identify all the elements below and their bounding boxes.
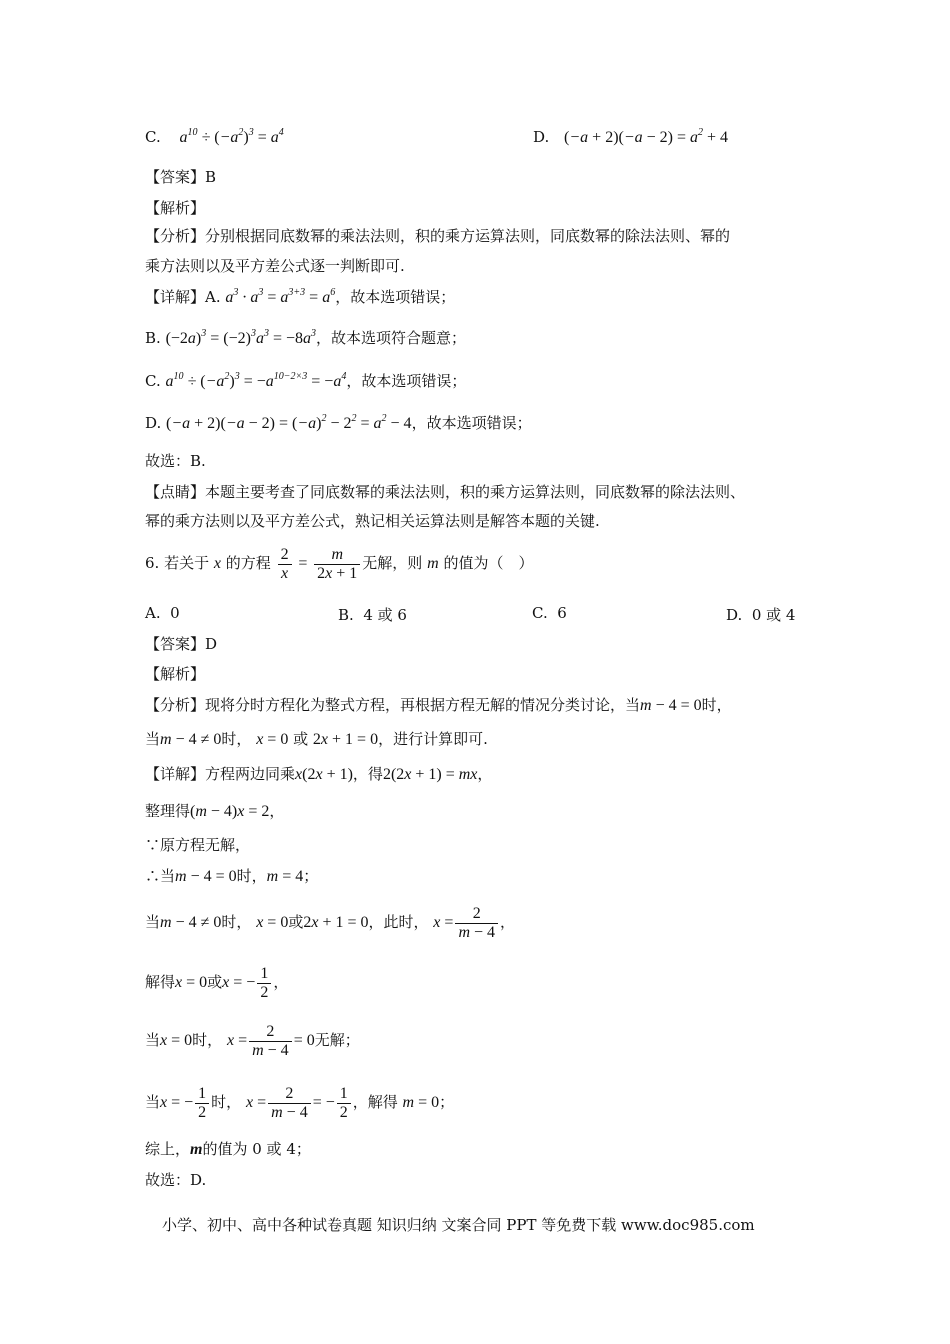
choice-b bbox=[338, 604, 407, 625]
choose-1: 故选：B. bbox=[145, 452, 206, 470]
q6-var-m: m bbox=[427, 555, 439, 572]
choice-a-label: A. bbox=[145, 604, 161, 622]
case-1-cishi: ，此时， bbox=[368, 913, 429, 931]
choice-d-label: D. bbox=[726, 606, 743, 624]
detail-b: B. $(-2a)^3 = (-2)^3a^3 = -8a^3$，故本选项符合题意； bbox=[145, 328, 467, 347]
case-1-frac: $\frac{2}{m - 4}$ bbox=[455, 905, 498, 942]
choice-c bbox=[532, 604, 567, 622]
case-xhalf: 当x = − $\frac{1}{2}$ 时， x = $\frac{2}{m - 4}$ = − $\frac{1}{2}$ ，解得 m = 0； bbox=[145, 1084, 455, 1121]
xiangjie-a-pre: 【详解】方程两边同乘 bbox=[145, 765, 296, 783]
case-1-shi: 时， bbox=[221, 913, 252, 931]
option-c-formula: $a^{10} \div (-a^2)^3 = a^4$ bbox=[179, 127, 284, 146]
therefore-line: ∴当m − 4 = 0时，m = 4； bbox=[145, 867, 319, 885]
analysis-1-text-a: 【分析】分别根据同底数幂的乘法法则，积的乘方运算法则，同底数幂的除法法则、幂的 bbox=[145, 227, 731, 245]
choice-a bbox=[145, 604, 180, 622]
xiangjie-a-mid: ，得 bbox=[352, 765, 383, 783]
analysis-2-a-shi: 时 bbox=[701, 696, 717, 714]
case-1: 当m − 4 ≠ 0时， x = 0或2x + 1 = 0，此时， x = $\frac{2}{m - 4}$ ， bbox=[145, 904, 516, 941]
answer-1: 【答案】B bbox=[145, 168, 217, 186]
detail-b-result: ，故本选项符合题意； bbox=[316, 329, 467, 347]
analysis-2-b-mid: 时， bbox=[221, 730, 252, 748]
dianjing-a: 【点睛】本题主要考查了同底数幂的乘法法则，积的乘方运算法则，同底数幂的除法法则、 bbox=[145, 483, 746, 501]
detail-c: C. $a^{10} \div (-a^2)^3 = -a^{10-2\times 3} = -a^4$，故本选项错误； bbox=[145, 371, 467, 390]
detail-d-result: ，故本选项错误； bbox=[411, 414, 532, 432]
zhengli-text: 整理得 bbox=[145, 802, 191, 820]
analysis-2-b-pre: 当 bbox=[145, 730, 161, 748]
solve-or: 或 bbox=[207, 973, 223, 991]
analysis-1-text-b: 乘方法则以及平方差公式逐一判断即可. bbox=[145, 257, 405, 275]
case-xhalf-shi: 时， bbox=[211, 1093, 242, 1111]
answer-2: 【答案】D bbox=[145, 635, 218, 653]
choose-2: 故选：D. bbox=[145, 1171, 207, 1189]
q6-post: 无解，则 bbox=[362, 554, 423, 572]
case-x0-frac: $\frac{2}{m - 4}$ bbox=[249, 1023, 292, 1060]
detail-a-result: ，故本选项错误； bbox=[335, 288, 456, 306]
choice-b-label: B. bbox=[338, 606, 354, 624]
q6-pre: 6. 若关于 bbox=[145, 554, 210, 572]
detail-d-formula: $(-a + 2)(-a - 2) = (-a)^2 - 2^2 = a^2 - 4$ bbox=[166, 413, 412, 432]
case-x0: 当x = 0时， x = $\frac{2}{m - 4}$ = 0无解； bbox=[145, 1022, 360, 1059]
option-d-label: D. bbox=[533, 128, 550, 146]
q6-end: 的值为（ ） bbox=[443, 554, 534, 572]
case-xhalf-frac3: $\frac{1}{2}$ bbox=[337, 1085, 351, 1122]
analysis-2-b: 当m − 4 ≠ 0时， x = 0 或 2x + 1 = 0，进行计算即可. bbox=[145, 730, 488, 748]
question-6: 6. 若关于 x 的方程 $\frac{2}{x}$ = $\frac{m}{2x + 1}$ 无解，则 m 的值为（ ） bbox=[145, 545, 534, 582]
detail-label: 【详解】 bbox=[145, 288, 206, 306]
summary-pre: 综上， bbox=[145, 1140, 191, 1158]
case-xhalf-dang: 当 bbox=[145, 1093, 161, 1111]
analysis-2-b-or: 或 bbox=[293, 730, 309, 748]
choice-d bbox=[726, 604, 795, 625]
case-xhalf-jiede: ，解得 bbox=[352, 1093, 398, 1111]
analysis-1-label: 【解析】 bbox=[145, 199, 206, 217]
summary: 综上，m的值为 0 或 4； bbox=[145, 1140, 311, 1158]
case-x0-wujie: 无解； bbox=[314, 1031, 360, 1049]
detail-d: D. $(-a + 2)(-a - 2) = (-a)^2 - 2^2 = a^2 - 4$，故本选项错误； bbox=[145, 413, 532, 432]
detail-a: 【详解】A. $a^3 \cdot a^3 = a^{3+3} = a^6$，故本选项错误； bbox=[145, 287, 456, 306]
option-d-formula: $(-a + 2)(-a - 2) = a^2 + 4$ bbox=[564, 127, 729, 146]
q6-var-x: x bbox=[213, 555, 221, 572]
option-c-line bbox=[145, 127, 284, 148]
because-symbol: ∵ bbox=[145, 836, 161, 854]
case-x0-shi: 时， bbox=[192, 1031, 223, 1049]
choice-d-value: 0 或 4 bbox=[751, 606, 796, 624]
analysis-2-a: 【分析】现将分时方程化为整式方程，再根据方程无解的情况分类讨论，当m − 4 = 0时， bbox=[145, 696, 732, 714]
footer-banner: 小学、初中、高中各种试卷真题 知识归纳 文案合同 PPT 等免费下载 www.doc985.com bbox=[162, 1216, 755, 1234]
option-d-line bbox=[533, 127, 728, 148]
because-line bbox=[145, 835, 250, 855]
detail-b-formula: $(-2a)^3 = (-2)^3a^3 = -8a^3$ bbox=[165, 328, 316, 347]
dianjing-b: 幂的乘方法则以及平方差公式，熟记相关运算法则是解答本题的关键. bbox=[145, 512, 600, 530]
option-c-label: C. bbox=[145, 128, 161, 146]
solve-line: 解得x = 0或x = − $\frac{1}{2}$ ， bbox=[145, 964, 289, 1001]
case-xhalf-frac1: $\frac{1}{2}$ bbox=[195, 1085, 209, 1122]
summary-end: 的值为 0 或 4； bbox=[202, 1140, 311, 1158]
detail-c-formula: $a^{10} \div (-a^2)^3 = -a^{10-2\times 3} = -a^4$ bbox=[165, 371, 347, 390]
solve-text: 解得 bbox=[145, 973, 176, 991]
therefore-symbol: ∴ bbox=[145, 867, 161, 885]
choice-a-value: 0 bbox=[170, 604, 180, 622]
analysis-2-label: 【解析】 bbox=[145, 665, 206, 683]
q6-frac-left: $\frac{2}{x}$ bbox=[278, 546, 292, 583]
xiangjie-a: 【详解】方程两边同乘x(2x + 1)，得2(2x + 1) = mx， bbox=[145, 765, 493, 783]
case-xhalf-frac2: $\frac{2}{m - 4}$ bbox=[268, 1085, 311, 1122]
case-1-dang: 当 bbox=[145, 913, 161, 931]
analysis-2-b-end: ，进行计算即可. bbox=[378, 730, 488, 748]
detail-c-result: ，故本选项错误； bbox=[346, 372, 467, 390]
zhengli: 整理得(m − 4)x = 2， bbox=[145, 802, 285, 820]
case-x0-dang: 当 bbox=[145, 1031, 161, 1049]
detail-a-formula: $a^3 \cdot a^3 = a^{3+3} = a^6$ bbox=[225, 287, 336, 306]
case-1-or: 或 bbox=[288, 913, 304, 931]
choice-b-value: 4 或 6 bbox=[363, 606, 407, 624]
choice-c-label: C. bbox=[532, 604, 548, 622]
therefore-dang: 当 bbox=[160, 867, 176, 885]
analysis-2-a-text: 【分析】现将分时方程化为整式方程，再根据方程无解的情况分类讨论，当 bbox=[145, 696, 641, 714]
therefore-shi: 时， bbox=[236, 867, 267, 885]
because-text: 原方程无解， bbox=[160, 836, 251, 854]
choice-c-value: 6 bbox=[557, 604, 567, 622]
q6-mid: 的方程 bbox=[225, 554, 271, 572]
q6-frac-right: $\frac{m}{2x + 1}$ bbox=[314, 546, 360, 583]
solve-frac: $\frac{1}{2}$ bbox=[257, 965, 271, 1002]
